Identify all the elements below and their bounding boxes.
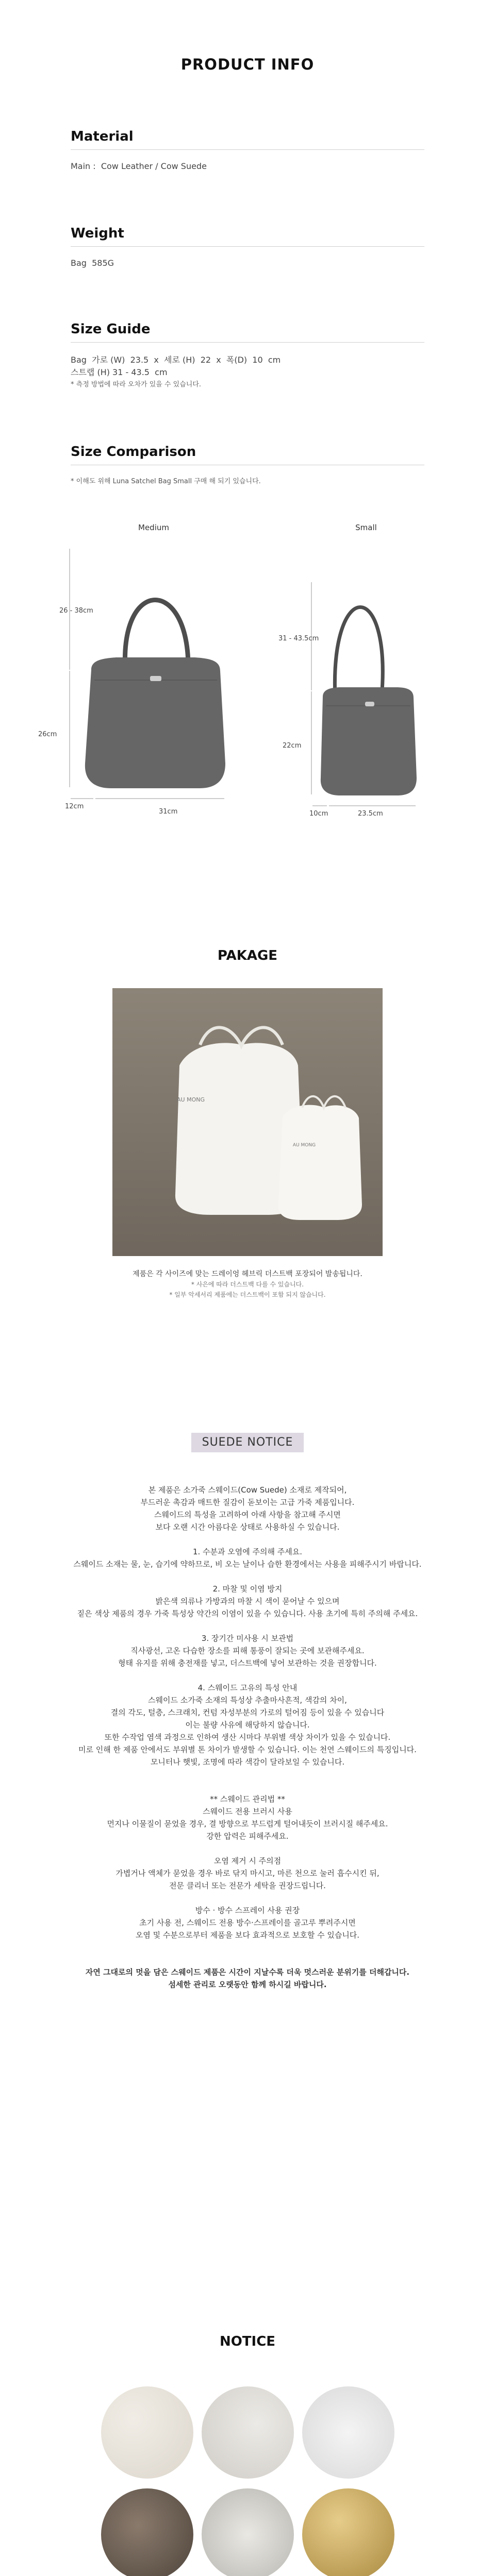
medium-width-dim: 31cm xyxy=(159,808,178,816)
suede-notice-body xyxy=(0,1484,495,1991)
text-line: 부드러운 촉감과 매트한 질감이 돋보이는 고급 가죽 제품입니다. xyxy=(140,1498,355,1507)
small-bag-illustration xyxy=(304,562,438,819)
divider xyxy=(71,149,424,150)
text-line: 강한 압력은 피해주세요. xyxy=(206,1832,289,1841)
text-line: 1. 수분과 오염에 주의해 주세요. xyxy=(192,1547,303,1556)
text-line: 자연 그대로의 멋을 담은 스웨이드 제품은 시간이 지날수록 더욱 멋스러운 분위기를 더해갑니다. xyxy=(85,1968,410,1977)
size-guide-note: * 측정 방법에 따라 오차가 있을 수 있습니다. xyxy=(71,381,202,388)
text-line: 모니터나 햇빛, 조명에 따라 색감이 달라보일 수 있습니다. xyxy=(150,1757,345,1767)
size-guide-line2: 스트랩 (H) 31 - 43.5 cm xyxy=(71,367,168,377)
small-height-dim: 22cm xyxy=(283,742,302,750)
text-line: 결의 각도, 털층, 스크래치, 컨텀 자성부분의 가로의 털어짐 등이 있을 수 있습니다 xyxy=(110,1708,385,1717)
text-line: 보다 오랜 시간 아름다운 상태로 사용하실 수 있습니다. xyxy=(155,1522,340,1532)
medium-label: Medium xyxy=(138,523,169,532)
text-line: 이는 불량 사유에 해당하지 않습니다. xyxy=(185,1720,310,1730)
text-line: 직사광선, 고온 다습한 장소를 피해 통풍이 잘되는 곳에 보관해주세요. xyxy=(130,1646,365,1655)
text-line: 초기 사용 전, 스웨이드 전용 방수·스프레이를 골고루 뿌려주시면 xyxy=(139,1918,356,1927)
small-width-dim: 23.5cm xyxy=(358,810,383,818)
package-caption: * 일부 악세서리 제품에는 더스트백이 포함 되지 않습니다. xyxy=(169,1291,326,1298)
material-heading: Material xyxy=(71,129,134,144)
text-line: 또한 수작업 염색 과정으로 인하여 생산 시마다 부위별 색상 차이가 있을 수 있습니다. xyxy=(104,1733,391,1742)
text-line: 미로 인해 한 제품 안에서도 부위별 톤 차이가 발생할 수 있습니다. 이는 천연 스웨이드의 특징입니다. xyxy=(78,1745,417,1754)
small-depth-dim: 10cm xyxy=(309,810,328,818)
size-guide-line1: Bag 가로 (W) 23.5 x 세로 (H) 22 x 폭(D) 10 cm xyxy=(71,355,281,365)
weight-heading: Weight xyxy=(71,226,124,241)
leather-texture-swatch xyxy=(202,2386,294,2479)
leather-texture-swatch xyxy=(202,2488,294,2576)
dust-bag-photo xyxy=(112,988,383,1256)
leather-texture-swatch xyxy=(101,2386,193,2479)
text-line: 2. 마찰 및 이염 방지 xyxy=(212,1584,283,1594)
package-heading: PAKAGE xyxy=(217,948,278,963)
text-line: 본 제품은 소가죽 스웨이드(Cow Suede) 소재로 제작되어, xyxy=(148,1485,347,1495)
suede-notice-badge: SUEDE NOTICE xyxy=(191,1433,304,1452)
text-line: 섬세한 관리로 오랫동안 함께 하시길 바랍니다. xyxy=(168,1980,327,1989)
text-line: 가볍거나 액체가 묻었을 경우 바로 닦지 마시고, 마른 천으로 눌러 흡수시킨 뒤, xyxy=(116,1869,380,1878)
medium-height-dim: 26cm xyxy=(38,731,57,738)
text-line: 짙은 색상 제품의 경우 가죽 특성상 약간의 이염이 있을 수 있습니다. 사용 초기에 특히 주의해 주세요. xyxy=(77,1609,418,1618)
text-line: ** 스웨이드 관리법 ** xyxy=(210,1794,285,1804)
leather-texture-swatch xyxy=(302,2386,394,2479)
text-line: 전문 클리너 또는 전문가 세탁을 권장드립니다. xyxy=(169,1881,326,1890)
leather-texture-swatch xyxy=(302,2488,394,2576)
text-line: 3. 장기간 미사용 시 보관법 xyxy=(201,1634,294,1643)
text-line: 스웨이드 소재는 물, 눈, 습기에 약하므로, 비 오는 날이나 습한 환경에서는 사용을 피해주시기 바랍니다. xyxy=(73,1560,422,1569)
size-comparison-note: * 이해도 위해 Luna Satchel Bag Small 구매 해 되기 있습니다. xyxy=(71,478,261,485)
size-comparison-heading: Size Comparison xyxy=(71,444,196,460)
notice-heading: NOTICE xyxy=(219,2334,276,2349)
medium-bag-illustration xyxy=(59,541,250,829)
text-line: 방수 · 방수 스프레이 사용 권장 xyxy=(195,1906,300,1915)
medium-strap-dim: 26 - 38cm xyxy=(59,607,93,615)
text-line: 형태 유지를 위해 충전재를 넣고, 더스트백에 넣어 보관하는 것을 권장합니다. xyxy=(118,1658,377,1668)
text-line: 스웨이드 전용 브러시 사용 xyxy=(203,1807,292,1816)
small-strap-dim: 31 - 43.5cm xyxy=(278,635,319,642)
weight-text: Bag 585G xyxy=(71,258,114,268)
text-line: 4. 스웨이드 고유의 특성 안내 xyxy=(197,1683,298,1692)
medium-depth-dim: 12cm xyxy=(65,803,84,810)
divider xyxy=(71,246,424,247)
text-line: 스웨이드 소가죽 소재의 특성상 추출마사흔적, 색감의 차이, xyxy=(148,1696,347,1705)
text-line: 먼지나 이물질이 묻었을 경우, 결 방향으로 부드럽게 털어내듯이 브러시질 해주세요. xyxy=(107,1819,388,1828)
pouch-brand-print: AU MONG xyxy=(177,1096,205,1103)
pouch-brand-print: AU MONG xyxy=(292,1143,316,1148)
leather-texture-swatch xyxy=(101,2488,193,2576)
page-title: PRODUCT INFO xyxy=(180,56,315,73)
text-line: 스웨이드의 특성을 고려하여 아래 사항을 참고해 주시면 xyxy=(154,1510,341,1519)
small-label: Small xyxy=(355,523,377,532)
text-line: 오염 제거 시 주의점 xyxy=(213,1856,282,1866)
material-text: Main : Cow Leather / Cow Suede xyxy=(71,161,207,171)
package-caption: 제품은 각 사이즈에 맞는 드레이엉 헤브릭 더스트백 포장되어 발송됩니다. xyxy=(133,1270,362,1278)
divider xyxy=(71,342,424,343)
package-caption: * 사은에 따라 더스트백 다를 수 있습니다. xyxy=(191,1281,304,1288)
size-guide-heading: Size Guide xyxy=(71,321,151,337)
text-line: 밝은색 의류나 가방과의 마찰 시 색이 묻어날 수 있으며 xyxy=(155,1597,340,1606)
text-line: 오염 및 수분으로부터 제품을 보다 효과적으로 보호할 수 있습니다. xyxy=(135,1930,360,1940)
